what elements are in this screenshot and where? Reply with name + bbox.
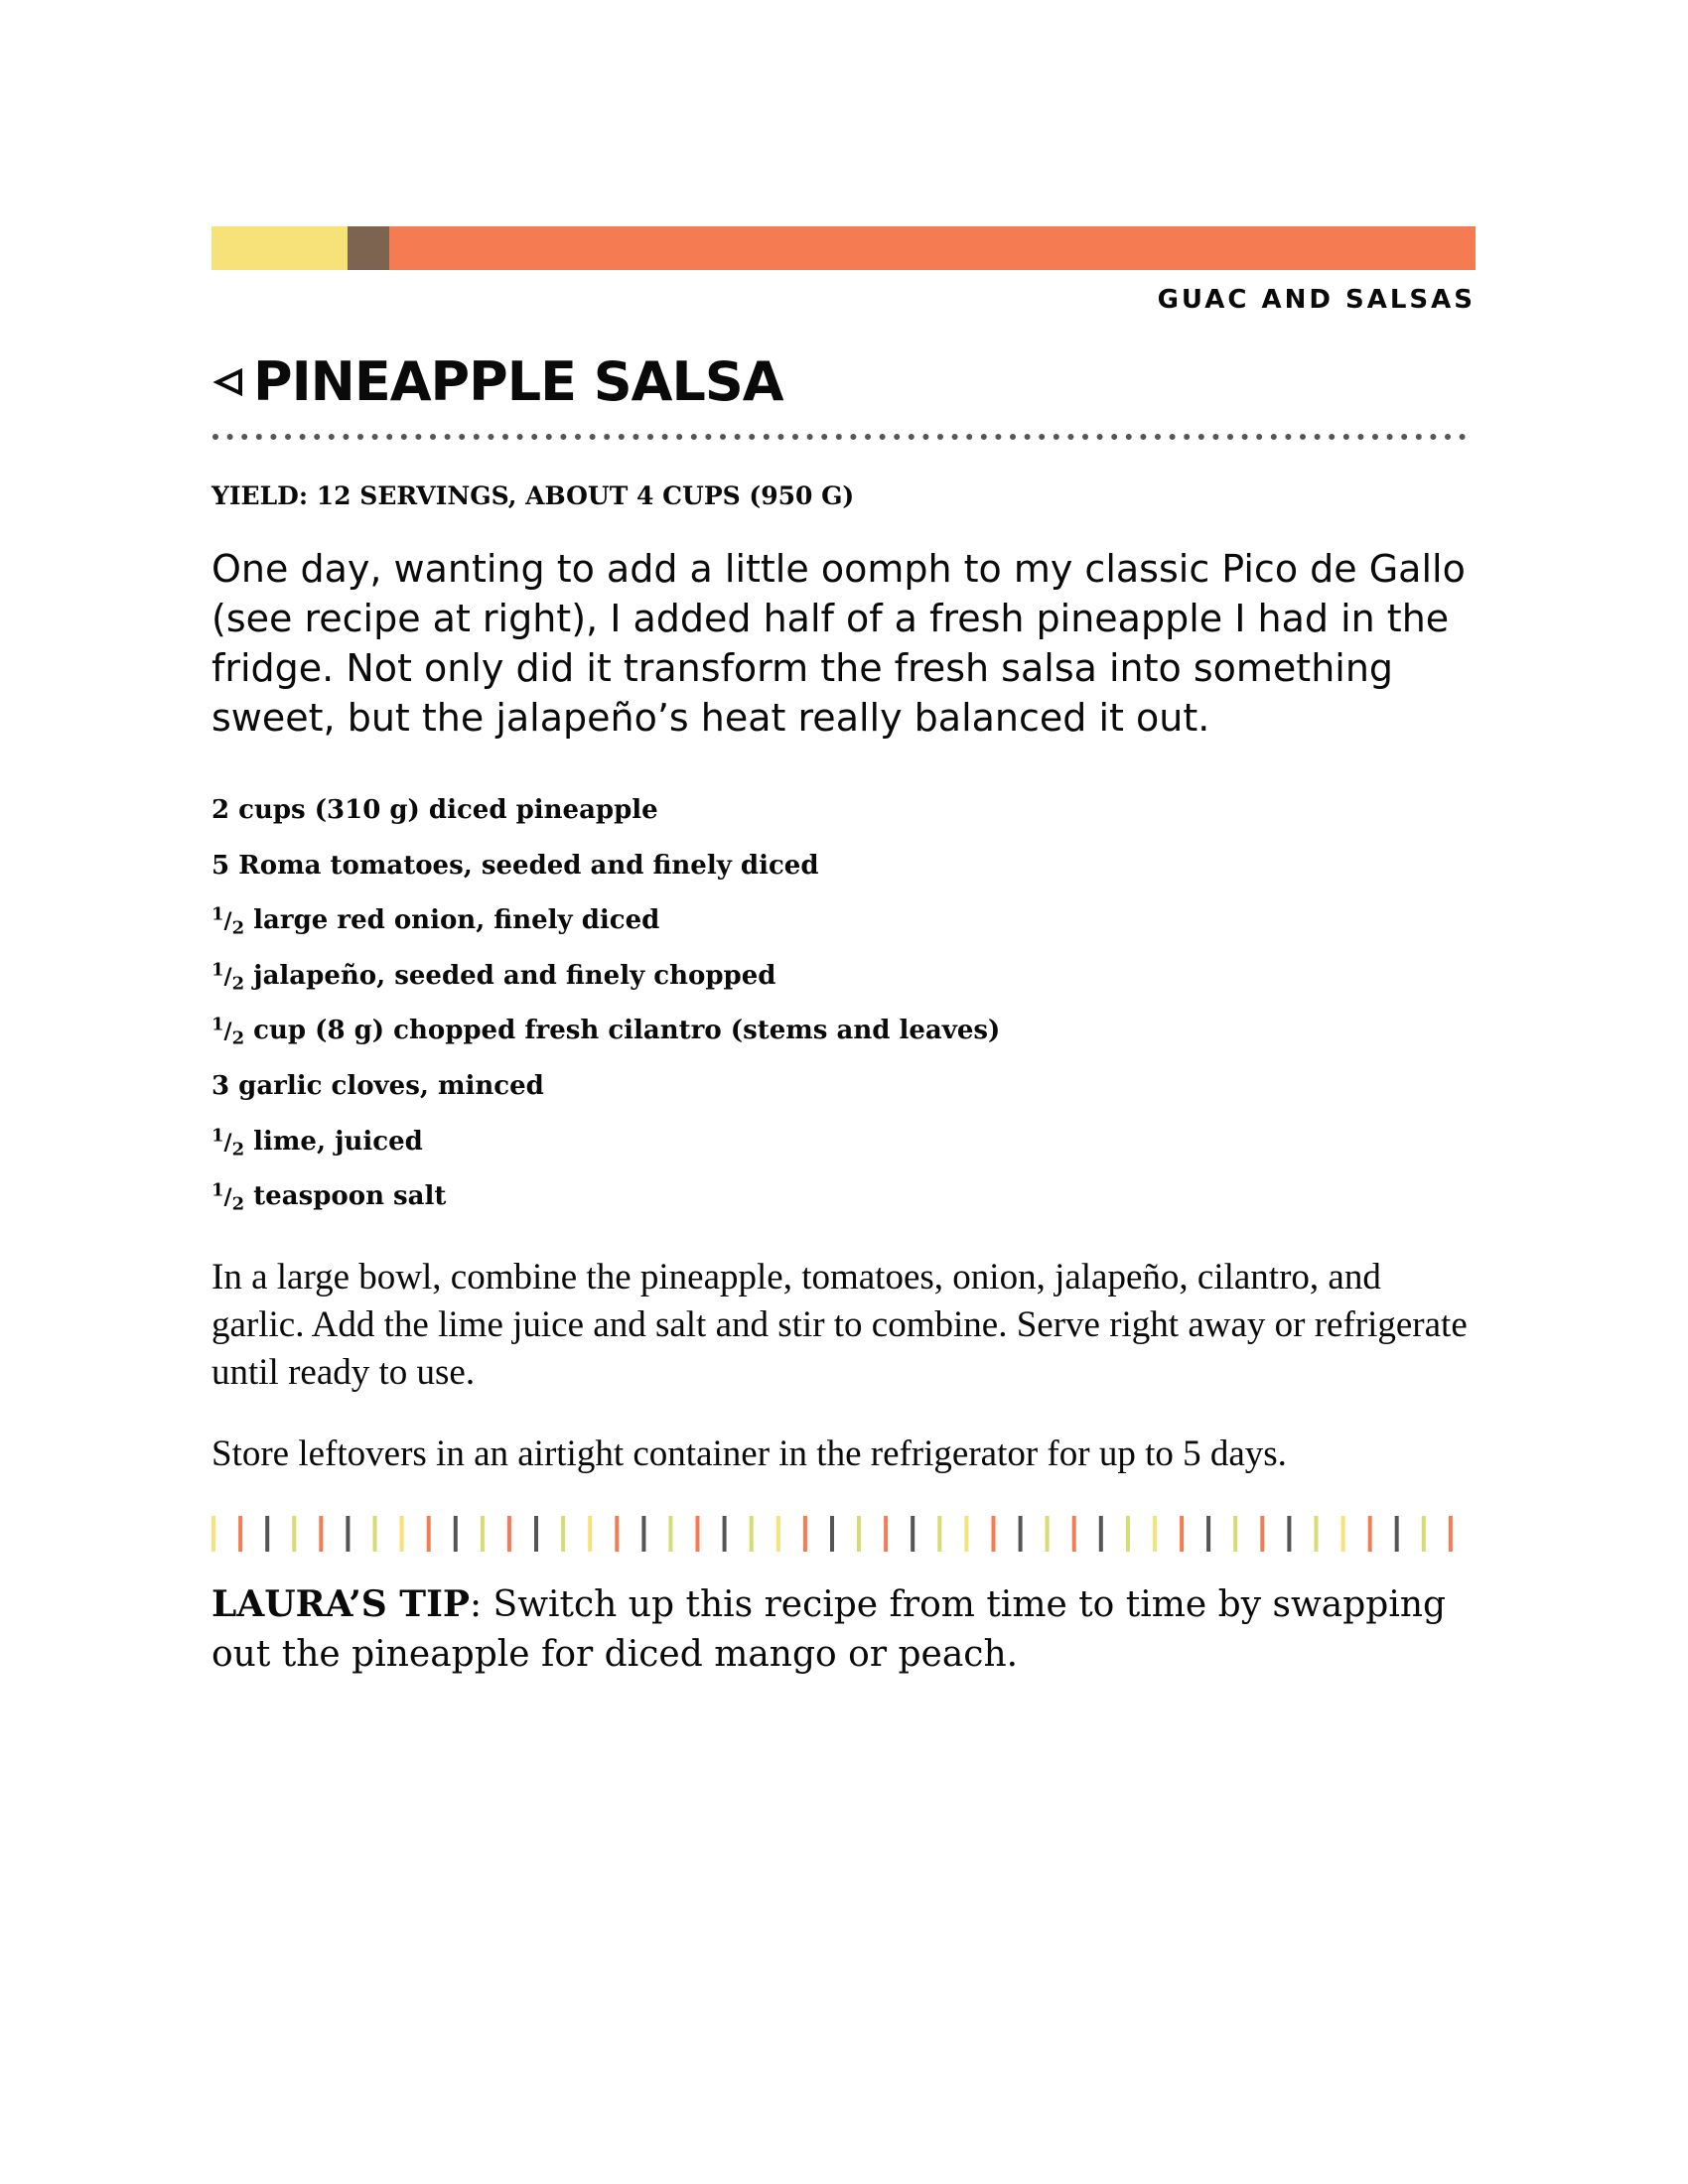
ingredient-text: jalapeño, seeded and finely chopped	[253, 960, 776, 991]
stripe-mark	[615, 1516, 619, 1552]
stripe-mark	[830, 1516, 834, 1552]
stripe-mark	[776, 1516, 780, 1552]
ingredient-text: 5 Roma tomatoes, seeded and finely diced	[211, 850, 819, 881]
ingredient-text: large red onion, finely diced	[253, 905, 660, 936]
stripe-mark	[561, 1516, 565, 1552]
ingredient-text: 3 garlic cloves, minced	[211, 1070, 544, 1101]
storage-note: Store leftovers in an airtight container in the refrigerator for up to 5 days.	[211, 1433, 1287, 1474]
stripe-mark	[668, 1516, 672, 1552]
stripe-mark	[857, 1516, 861, 1552]
stripe-mark	[750, 1516, 754, 1552]
stripe-mark	[1126, 1516, 1130, 1552]
stripe-mark	[265, 1516, 269, 1552]
stripe-mark	[1422, 1516, 1426, 1552]
ingredient-list	[211, 794, 1476, 1236]
stripe-mark	[373, 1516, 377, 1552]
ingredient-text: 2 cups (310 g) diced pineapple	[211, 795, 658, 825]
stripe-mark	[803, 1516, 807, 1552]
fraction-half: $^1/_2$	[211, 959, 245, 995]
stripe-mark	[1180, 1516, 1184, 1552]
stripe-mark	[507, 1516, 511, 1552]
color-bar-brown	[348, 226, 389, 270]
intro-paragraph: One day, wanting to add a little oomph to my classic Pico de Gallo (see recipe at right), I added half of a fresh pineapple I had in the fridge. Not only did it transform the fresh salsa into something sweet, but the jalapeño’s heat really balanced it out.	[211, 547, 1466, 740]
stripe-mark	[1341, 1516, 1345, 1552]
stripe-mark	[1395, 1516, 1399, 1552]
category-label: GUAC AND SALSAS	[1157, 285, 1476, 315]
stripe-mark	[534, 1516, 538, 1552]
ingredient-text: lime, juiced	[253, 1126, 423, 1157]
fraction-half: $^1/_2$	[211, 903, 245, 939]
method-step: In a large bowl, combine the pineapple, tomatoes, onion, jalapeño, cilantro, and garlic. Add the lime juice and salt and stir to combine. Serve right away or refrigerate until ready to use.	[211, 1256, 1468, 1393]
ingredient-item	[211, 850, 1476, 905]
stripe-mark	[319, 1516, 323, 1552]
tip-label: LAURA’S TIP	[211, 1582, 470, 1625]
ingredient-item	[211, 1015, 1476, 1070]
ingredient-item	[211, 1126, 1476, 1181]
ingredient-item	[211, 794, 1476, 850]
stripe-mark	[1287, 1516, 1291, 1552]
color-bar-yellow	[211, 226, 348, 270]
fraction-half: $^1/_2$	[211, 1125, 245, 1160]
ingredient-item	[211, 904, 1476, 960]
stripe-mark	[1233, 1516, 1237, 1552]
stripe-mark	[723, 1516, 727, 1552]
stripe-mark	[992, 1516, 996, 1552]
stripe-mark	[696, 1516, 700, 1552]
stripe-mark	[1315, 1516, 1319, 1552]
stripe-mark	[1260, 1516, 1264, 1552]
stripe-mark	[1046, 1516, 1050, 1552]
stripe-mark	[427, 1516, 431, 1552]
stripe-mark	[238, 1516, 242, 1552]
fraction-half: $^1/_2$	[211, 1015, 245, 1049]
stripe-mark	[292, 1516, 296, 1552]
tip-box	[211, 1579, 1476, 1680]
color-bar-orange	[389, 226, 1476, 270]
stripe-mark	[937, 1516, 941, 1552]
stripe-mark	[1449, 1516, 1453, 1552]
tip-text: : Switch up this recipe from time to time by swapping out the pineapple for diced mango or peach.	[211, 1583, 1447, 1675]
ingredient-item	[211, 1180, 1476, 1236]
stripe-mark	[641, 1516, 645, 1552]
stripe-mark	[588, 1516, 592, 1552]
stripe-mark	[964, 1516, 968, 1552]
ingredient-item	[211, 1070, 1476, 1126]
recipe-title: PINEAPPLE SALSA	[253, 350, 783, 413]
stripe-mark	[1206, 1516, 1210, 1552]
triangle-left-icon	[211, 365, 245, 399]
dotted-divider	[211, 433, 1476, 441]
ingredient-text: cup (8 g) chopped fresh cilantro (stems and leaves)	[253, 1016, 1001, 1046]
stripe-mark	[1099, 1516, 1103, 1552]
stripe-mark	[454, 1516, 458, 1552]
yield-text: YIELD: 12 SERVINGS, ABOUT 4 CUPS (950 G)	[211, 481, 855, 510]
ingredient-item	[211, 960, 1476, 1016]
stripe-mark	[400, 1516, 404, 1552]
stripe-mark	[1019, 1516, 1023, 1552]
method-section	[211, 1254, 1476, 1478]
striped-divider	[211, 1514, 1476, 1554]
stripe-mark	[1368, 1516, 1372, 1552]
stripe-mark	[911, 1516, 914, 1552]
ingredient-text: teaspoon salt	[253, 1181, 447, 1212]
fraction-half: $^1/_2$	[211, 1179, 245, 1215]
stripe-mark	[211, 1516, 215, 1552]
recipe-page	[211, 226, 1476, 1680]
stripe-mark	[884, 1516, 888, 1552]
color-bar	[211, 226, 1476, 270]
stripe-mark	[481, 1516, 485, 1552]
stripe-mark	[1072, 1516, 1076, 1552]
stripe-mark	[1153, 1516, 1157, 1552]
title-row	[211, 349, 1476, 415]
stripe-mark	[346, 1516, 350, 1552]
